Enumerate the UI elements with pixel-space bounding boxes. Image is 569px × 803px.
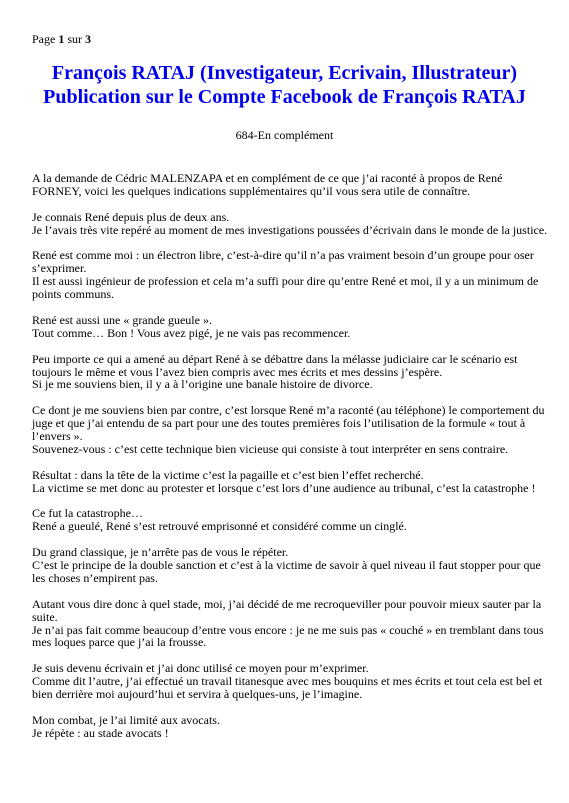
paragraph-line: Souvenez-vous : c’est cette technique bien vicieuse qui consiste à tout interpréter en sens contraire. — [32, 441, 509, 456]
paragraph — [32, 469, 552, 495]
paragraph — [32, 211, 552, 237]
paragraph-line: toujours le même et vous l’avez bien compris avec mes écrits et mes dessins j’espère. — [32, 364, 443, 379]
paragraph-line: Mon combat, je l’ai limité aux avocats. — [32, 712, 220, 727]
paragraph-line: points communs. — [32, 287, 115, 302]
page-number — [32, 32, 91, 47]
page-total: 3 — [85, 32, 91, 46]
document-title-line-2: Publication sur le Compte Facebook de François RATAJ — [43, 86, 526, 108]
paragraph-line: Résultat : dans la tête de la victime c’est la pagaille et c’est bien l’effet recherché. — [32, 467, 424, 482]
paragraph-line: Je suis devenu écrivain et j’ai donc utilisé ce moyen pour m’exprimer. — [32, 661, 369, 676]
paragraph-line: René est aussi une « grande gueule ». — [32, 312, 212, 327]
paragraph-line: Tout comme… Bon ! Vous avez pigé, je ne vais pas recommencer. — [32, 325, 351, 340]
paragraph-line: C’est le principe de la double sanction et c’est à la victime de savoir à quel niveau il faut stopper pour que — [32, 558, 541, 573]
paragraph-line: Je l’avais très vite repéré au moment de mes investigations poussées d’écrivain dans le monde de la justice. — [32, 222, 548, 237]
paragraph-line: A la demande de Cédric MALENZAPA et en complément de ce que j’ai raconté à propos de René — [32, 171, 503, 185]
paragraph — [32, 662, 552, 701]
page-middle: sur — [64, 32, 85, 46]
paragraph-line: René est comme moi : un électron libre, c’est-à-dire qu’il n’a pas vraiment besoin d’un groupe pour oser — [32, 248, 534, 263]
paragraph-line: Du grand classique, je n’arrête pas de vous le répéter. — [32, 545, 289, 560]
paragraph — [32, 172, 552, 198]
paragraph-line: Je répète : au stade avocats ! — [32, 725, 169, 740]
paragraph-line: s’exprimer. — [32, 261, 87, 276]
paragraph-line: Je connais René depuis plus de deux ans. — [32, 209, 230, 224]
paragraph-line: Il est aussi ingénieur de profession et cela m’a suffi pour dire qu’entre René et moi, il y a un minimum de — [32, 274, 539, 289]
paragraph-line: Je n’ai pas fait comme beaucoup d’entre vous encore : je ne me suis pas « couché » en tremblant dans tous — [32, 622, 544, 637]
paragraph-line: La victime se met donc au protester et lorsque c’est lors d’une audience au tribunal, c’est la catastrophe ! — [32, 480, 536, 495]
paragraph — [32, 249, 552, 301]
paragraph — [32, 546, 552, 585]
paragraph-line: suite. — [32, 609, 58, 624]
document-title-line-1: François RATAJ (Investigateur, Ecrivain, Illustrateur) — [51, 62, 518, 84]
paragraph-line: Ce fut la catastrophe… — [32, 506, 143, 521]
paragraph — [32, 404, 552, 456]
paragraph — [32, 353, 552, 392]
document-body — [32, 172, 552, 753]
paragraph-line: Comme dit l’autre, j’ai effectué un travail titanesque avec mes bouquins et mes écrits et tout cela est bel et — [32, 674, 543, 689]
paragraph-line: FORNEY, voici les quelques indications supplémentaires qu’il vous sera utile de connaître. — [32, 183, 471, 198]
paragraph-line: Peu importe ce qui a amené au départ René à se débattre dans la mélasse judiciaire car le scénario est — [32, 351, 518, 366]
publication-subtitle: 684-En complément — [235, 128, 334, 142]
paragraph — [32, 714, 552, 740]
paragraph-line: bien derrière moi aujourd’hui et servira à quelques-uns, je l’imagine. — [32, 687, 363, 702]
paragraph-line: Si je me souviens bien, il y a à l’origine une banale histoire de divorce. — [32, 377, 373, 392]
page-prefix: Page — [32, 32, 59, 46]
paragraph-line: Autant vous dire donc à quel stade, moi, j’ai décidé de me recroqueviller pour pouvoir mieux sauter par la — [32, 596, 542, 611]
paragraph-line: l’envers ». — [32, 429, 83, 444]
paragraph — [32, 314, 552, 340]
paragraph — [32, 598, 552, 650]
paragraph-line: les choses n’empirent pas. — [32, 570, 158, 585]
paragraph-line: mes loques parce que j’ai la frousse. — [32, 635, 207, 650]
paragraph-line: Ce dont je me souviens bien par contre, c’est lorsque René m’a raconté (au téléphone) le comportement du — [32, 403, 545, 418]
paragraph-line: juge et que j’ai entendu de sa part pour une des toutes premières fois l’utilisation de la formule « tout à — [32, 416, 526, 431]
page-current: 1 — [58, 32, 65, 46]
paragraph — [32, 507, 552, 533]
paragraph-line: René a gueulé, René s’est retrouvé emprisonné et considéré comme un cinglé. — [32, 519, 407, 534]
